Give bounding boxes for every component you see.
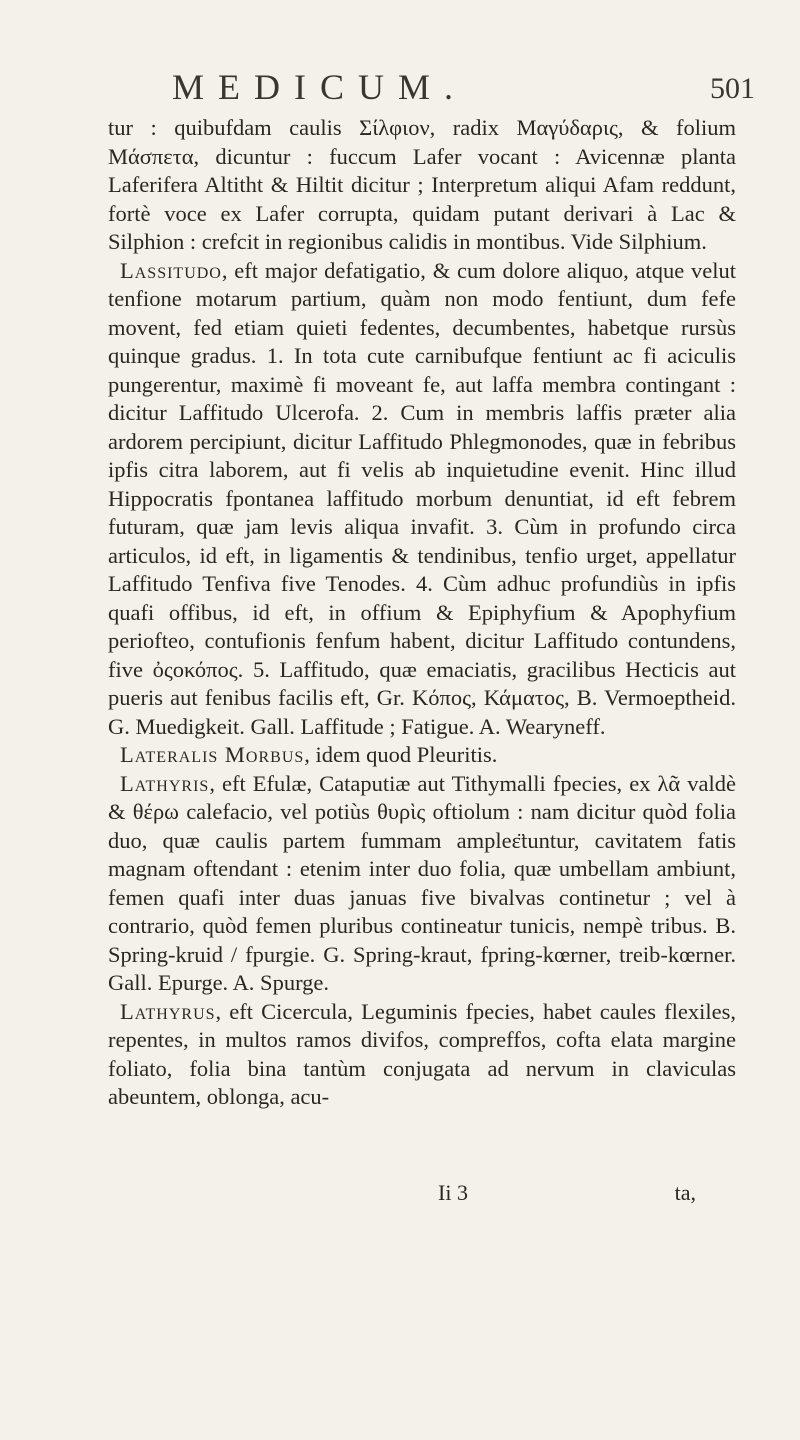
page-footer [108,1180,736,1208]
entry-text: , eft major defatigatio, & cum dolore aliquo, atque velut tenfione motarum partium, quàm non modo fentiunt, dum fefe movent, fed etiam quieti fedentes, decumbentes, habetque rursùs quinque gradus. 1. In tota cute carnibufque fentiunt ac fi aciculis pungerentur, maximè fi moveant fe, aut laffa membra contingant : dicitur Laffitudo Ulcerofa. 2. Cum in membris laffis præter alia ardorem percipiunt, dicitur Laffitudo Phlegmonodes, quæ in febribus ipfis citra laborem, aut fi velis ab inquietudine evenit. Hinc illud Hippocratis fpontanea laffitudo morbum denuntiat, id eft febrem futuram, quæ jam levis aliqua invafit. 3. Cùm in profundo circa articulos, id eft, in ligamentis & tendinibus, tenfio urget, appellatur Laffitudo Tenfiva five Tenodes. 4. Cùm adhuc profundiùs in ipfis quafi offibus, id eft, in offium & Epiphyfium & Apophyfium periofteo, contufionis fenfum habent, dicitur Laffitudo contundens, five ὀςοκόπος. 5. Laffitudo, quæ emaciatis, gracilibus Hecticis aut pueris aut fenibus facilis eft, Gr. Κόπος, Κάματος, B. Vermoeptheid. G. Muedigkeit. Gall. Laffitude ; Fatigue. A. Wearyneff. [108,257,736,739]
entry-text: , idem quod Pleuritis. [304,742,498,767]
entry-lassitudo [108,257,736,742]
entry-lathyris [108,770,736,998]
headword: Lateralis Morbus [120,742,305,767]
headword: Lathyrus [120,998,216,1024]
signature-mark: Ii 3 [438,1180,468,1205]
page-header [0,66,800,106]
page-number: 501 [710,72,755,105]
entry-text: , eft Efulæ, Cataputiæ aut Tithymalli fpecies, ex λᾶ valdè & θέρω calefacio, vel potiùs θυρὶς oftiolum : nam dicitur quòd folia duo, quæ caulis partem fummam ampleɛ̈tuntur, cavitatem fatis magnam oftendant : etenim inter duo folia, quæ umbellam ambiunt, femen quafi inter duas januas five bivalvas continetur ; vel à contrario, quòd femen pluribus contineatur tunicis, nempè tribus. B. Spring-kruid / fpurgie. G. Spring-kraut, fpring-kœrner, treib-kœrner. Gall. Epurge. A. Spurge. [108,770,736,995]
entry-text: , eft Cicercula, Leguminis fpecies, habet caules flexiles, repentes, in multos ramos divifos, compreffos, cofta elata margine foliato, folia bina tantùm conjugata ad nervum in claviculas abeuntem, oblonga, acu- [108,998,736,1109]
running-head: MEDICUM. [172,67,468,107]
dictionary-text [108,114,736,1112]
headword: Lassitudo [120,257,222,283]
entry-text: tur : quibufdam caulis Σίλφιον, radix Μαγύδαρις, & folium Μάσπετα, dicuntur : fuccum Lafer vocant : Avicennæ planta Laferifera Altitht & Hiltit dicitur ; Interpretum aliqui Afam reddunt, fortè voce ex Lafer corrupta, quidam putant derivari à Lac & Silphion : crefcit in regionibus calidis in montibus. Vide Silphium. [108,115,736,254]
catchword: ta, [674,1180,696,1205]
entry-lathyrus [108,998,736,1112]
entry-continuation [108,114,736,257]
entry-lateralis-morbus [108,741,736,770]
headword: Lathyris [120,770,210,796]
